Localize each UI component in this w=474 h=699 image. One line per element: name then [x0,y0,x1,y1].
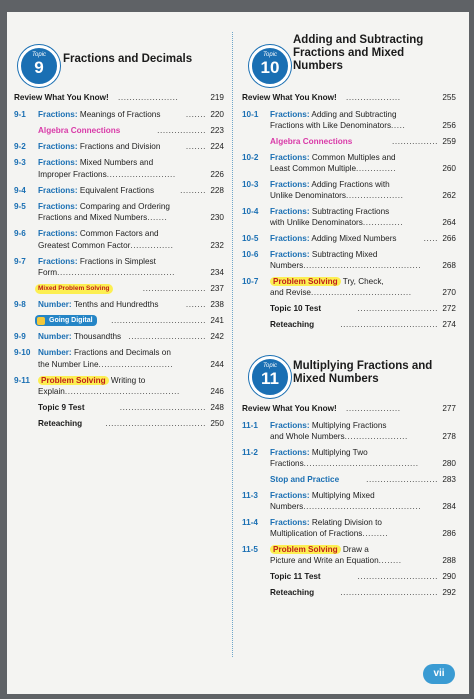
lesson-title: Thousandths [73,332,122,341]
toc-row[interactable] [242,517,456,540]
lesson-topic-keyword: Fractions: [38,201,78,211]
lesson-topic-keyword: Fractions: [38,229,78,238]
lesson-line [270,571,321,582]
lesson-line [38,299,158,310]
leader-dots: ..................... [118,93,179,102]
lesson-title-continued [270,458,419,469]
toc-row[interactable] [14,347,224,370]
page-number: 256 [442,121,456,131]
leader-dots: .............. [356,164,397,174]
lesson-title: Equivalent Fractions [79,185,155,195]
toc-row[interactable] [242,206,456,229]
lesson-line [270,319,314,330]
lesson-title-continued [38,169,176,180]
lesson-number: 9-3 [14,158,26,167]
page-number: 262 [442,191,456,201]
lesson-topic-keyword: Fractions: [270,207,310,217]
lesson-number: 9-6 [14,229,26,238]
lesson-line [270,152,396,163]
leader-dots: ....... [147,213,168,222]
lesson-title: Subtracting Fractions [311,207,390,217]
page-number: 292 [442,588,456,598]
toc-row[interactable] [242,276,456,299]
toc-row[interactable] [242,152,456,175]
page-number: 284 [442,502,456,512]
lesson-line [270,587,314,598]
page-number: 288 [442,556,456,566]
badge-label: Topic [262,52,278,58]
lesson-topic-keyword: Fractions: [270,180,310,189]
lesson-number: 11-2 [242,448,258,458]
leader-dots: .................................. [340,320,438,329]
lesson-title: Draw a [342,545,369,555]
lesson-topic-keyword: Fractions: [38,110,78,119]
toc-page [7,12,469,694]
lesson-title-continued [270,217,403,228]
lesson-title: Adding and Subtracting [311,110,397,119]
toc-row[interactable] [242,571,456,582]
page-number: 255 [442,93,456,102]
topic-9-badge [18,45,60,87]
lesson-topic-keyword: Fractions: [270,448,310,458]
page-number: 241 [210,316,224,325]
page-number: 280 [442,459,456,469]
page-number: 268 [442,261,456,271]
toc-row[interactable] [242,544,456,567]
lesson-title-continued [38,386,180,397]
leader-dots: ........................... [128,332,206,341]
mixed-problem-solving-badge: Mixed Problem Solving [35,284,113,294]
lesson-line [270,233,397,244]
lesson-title-line2: Fractions and Mixed Numbers [38,213,148,222]
lesson-line [38,185,154,196]
lesson-number: 9-9 [14,332,26,341]
lesson-title: Common Factors and [79,229,159,238]
page-number: 290 [442,572,456,582]
page-number-badge: vii [423,664,455,684]
leader-dots: .............................. [119,403,206,412]
section-label: Reteaching [270,588,315,598]
lesson-title: Meanings of Fractions [79,110,161,119]
problem-solving-label: Problem Solving [273,545,338,555]
leader-dots: ................... [346,93,401,102]
problem-solving-label: Problem Solving [41,375,106,385]
lesson-title-line2: Picture and Write an Equation [270,556,379,566]
toc-row[interactable] [14,256,224,279]
leader-dots: ...................... [344,432,408,442]
lesson-line [38,402,85,413]
leader-dots: ..... [423,234,438,244]
leader-dots: .................... [346,191,404,201]
leader-dots: ................... [346,404,401,413]
toc-row[interactable] [242,249,456,272]
toc-row[interactable] [14,185,224,197]
page-number: 232 [210,240,224,250]
toc-row[interactable] [242,474,456,485]
topic-11-badge [249,356,291,398]
lesson-topic-keyword: Fractions: [38,142,78,151]
lesson-title: Writing to [110,375,146,385]
title-line: Multiplying Fractions and [293,360,433,372]
leader-dots: ................................. [111,316,206,325]
toc-row[interactable] [14,283,224,295]
section-label: Reteaching [270,320,315,329]
lesson-title-continued [270,287,412,298]
lesson-title: Multiplying Fractions [311,421,387,430]
page-number: 278 [442,432,456,442]
leader-dots: ................ [392,137,438,147]
lesson-line [270,206,389,217]
leader-dots: ................................... [310,288,412,298]
lesson-number: 9-10 [14,348,31,357]
special-section-label: Algebra Connections [38,126,121,135]
lesson-title-continued [270,260,421,271]
lesson-number: 10-2 [242,152,259,162]
toc-row[interactable] [14,157,224,180]
lesson-title: Comparing and Ordering [79,201,170,211]
toc-row[interactable] [14,402,224,414]
toc-row[interactable] [242,136,456,147]
lesson-title-line2: Improper Fractions [38,169,107,179]
lesson-topic-keyword: Fractions: [38,256,78,266]
lesson-number: 9-2 [14,142,26,151]
lesson-title-line2: Greatest Common Factor [38,240,131,250]
lesson-topic-keyword: Fractions: [270,110,310,119]
section-label: Topic 11 Test [270,572,321,582]
lesson-title-continued [270,528,388,539]
leader-dots: ........ [378,556,402,566]
title-line: Fractions and Mixed [293,47,405,59]
lesson-title-line2: and Whole Numbers [270,432,345,442]
leader-dots: ....... [185,110,206,119]
topic-9-title: Fractions and Decimals [63,53,193,65]
lesson-title-line2: Fractions [270,459,304,469]
special-section-label: Stop and Practice [270,475,340,485]
lesson-line [38,347,171,358]
problem-solving-highlight [38,376,109,385]
lesson-line [38,157,153,168]
lesson-topic-keyword: Fractions: [270,491,310,500]
page-number: 274 [442,320,456,329]
page-number: 283 [442,475,456,485]
lesson-topic-keyword: Fractions: [270,234,310,244]
lesson-title-line2: the Number Line [38,359,99,369]
page-number: 248 [210,403,224,412]
lesson-number: 11-1 [242,421,258,430]
leader-dots: ......................................... [303,502,422,512]
toc-row[interactable] [242,303,456,314]
lesson-number: 10-3 [242,180,259,189]
lesson-title: Tenths and Hundredths [73,300,159,309]
lesson-line [270,474,339,485]
lesson-title-continued [270,163,396,174]
lesson-title-continued [270,120,405,131]
page-number: 246 [210,387,224,396]
leader-dots: ............... [130,240,174,250]
page-number: 230 [210,213,224,222]
page-number: 244 [210,359,224,369]
lesson-number: 9-7 [14,256,26,266]
lesson-title: Multiplying Mixed [311,491,375,500]
lesson-title-continued [38,359,173,370]
leader-dots: ..... [391,121,406,131]
topic-10-title [293,34,423,73]
special-section-label: Algebra Connections [270,137,353,147]
toc-row[interactable] [14,228,224,251]
lesson-title-continued [270,555,402,566]
toc-row[interactable] [14,375,224,398]
lesson-title-line2: with Unlike Denominators [270,218,363,228]
lesson-topic-keyword: Number: [38,300,72,309]
lesson-topic-keyword: Fractions: [38,158,78,167]
lesson-title-line2: Form [38,268,58,277]
toc-row[interactable] [242,447,456,470]
toc-row[interactable] [14,125,224,137]
toc-row[interactable] [14,141,224,153]
lesson-number: 10-4 [242,207,259,217]
badge-label: Topic [262,363,278,369]
leader-dots: ...................... [142,284,206,293]
leader-dots: ........................................ [64,387,180,396]
lesson-line [270,544,369,555]
toc-row[interactable] [14,331,224,343]
lesson-topic-keyword: Number: [38,332,72,341]
title-line: Adding and Subtracting [293,34,424,46]
leader-dots: ........................................ [303,459,419,469]
badge-label: Topic [31,52,47,58]
lesson-title: Fractions and Decimals on [73,348,171,357]
badge-number: 10 [260,58,280,77]
page-number: 266 [442,234,456,244]
lesson-line [270,303,321,314]
lesson-title: Mixed Numbers and [79,158,154,167]
lesson-number: 9-1 [14,110,26,119]
leader-dots: ........................ [106,169,176,179]
lesson-topic-keyword: Fractions: [270,250,310,259]
leader-dots: .......................... [98,359,174,369]
lesson-line [38,201,170,212]
page-number: 219 [210,93,224,102]
page-number: 234 [210,268,224,277]
page-number: 226 [210,169,224,179]
lesson-title-line2: Fractions with Like Denominators [270,121,392,131]
leader-dots: ......................................... [303,261,422,271]
lesson-line [270,517,382,528]
leader-dots: .................................. [340,588,438,598]
toc-row[interactable] [242,179,456,202]
going-digital-label: Going Digital [49,317,93,324]
lesson-title-continued [270,501,421,512]
problem-solving-highlight [270,545,341,554]
lesson-title: Relating Division to [311,518,382,528]
lesson-title-line2: Numbers [270,502,304,512]
lesson-topic-keyword: Fractions: [270,421,310,430]
toc-row[interactable] [14,109,224,121]
badge-number: 9 [34,58,44,77]
lesson-number: 9-4 [14,185,26,195]
lesson-number: 11-4 [242,518,258,528]
page-number: 220 [210,110,224,119]
lesson-title: Multiplying Two [311,448,368,458]
lesson-topic-keyword: Fractions: [270,518,310,528]
going-digital-badge [35,315,97,326]
leader-dots: ....... [185,300,206,309]
lesson-line [270,447,368,458]
going-digital-icon [37,317,45,325]
toc-row[interactable] [242,490,456,513]
leader-dots: ................. [157,126,206,135]
toc-row[interactable] [242,420,456,443]
leader-dots: .............. [362,218,404,228]
section-label: Reteaching [38,419,83,428]
leader-dots: ................................... [105,419,206,428]
lesson-line [270,179,390,190]
lesson-title-continued [270,431,408,442]
leader-dots: ............................ [357,572,438,582]
page-number: 250 [210,419,224,428]
page-number: 260 [442,164,456,174]
lesson-topic-keyword: Fractions: [38,185,78,195]
lesson-title: Adding Fractions with [311,180,390,189]
lesson-line [38,375,145,386]
lesson-number: 11-5 [242,545,258,555]
lesson-line [270,490,375,501]
toc-row[interactable] [242,319,456,330]
title-line: Mixed Numbers [293,373,379,385]
lesson-number: 11-3 [242,491,258,500]
lesson-line [270,109,397,120]
lesson-number: 10-7 [242,277,259,287]
lesson-title-continued [38,267,175,278]
page-number: 270 [442,288,456,298]
lesson-topic-keyword: Fractions: [270,152,310,162]
lesson-line [38,256,156,267]
toc-row[interactable] [14,201,224,224]
problem-solving-highlight [270,277,341,286]
lesson-number: 9-5 [14,201,26,211]
column-divider [232,32,233,657]
leader-dots: ......... [362,529,389,539]
lesson-line [38,331,121,342]
section-label: Topic 9 Test [38,403,85,412]
toc-row[interactable] [242,109,456,132]
lesson-number: 10-6 [242,250,259,259]
topic-10-badge [249,45,291,87]
title-line: Numbers [293,60,343,72]
page-number: 277 [442,404,456,413]
lesson-number: 10-1 [242,110,259,119]
lesson-number: 10-5 [242,234,259,244]
lesson-title: Subtracting Mixed [311,250,378,259]
lesson-title: Fractions and Division [79,142,161,151]
review-label: Review What You Know! [242,93,337,102]
problem-solving-label: Problem Solving [273,277,338,287]
lesson-line [38,141,160,152]
toc-row[interactable] [242,587,456,598]
lesson-title-line2: Numbers [270,261,304,271]
lesson-title-line2: and Revise [270,288,311,298]
lesson-title-continued [38,240,174,251]
toc-row[interactable] [242,233,456,244]
lesson-title-line2: Least Common Multiple [270,164,357,174]
lesson-line [270,249,377,260]
lesson-line [270,136,352,147]
page-number: 223 [210,126,224,135]
toc-row[interactable] [14,418,224,430]
lesson-line [38,418,82,429]
page-number: 238 [210,300,224,309]
review-label: Review What You Know! [14,93,109,102]
review-label: Review What You Know! [242,404,337,413]
topic-11-title [293,360,432,386]
leader-dots: ......................................... [57,268,175,277]
lesson-topic-keyword: Number: [38,348,72,357]
lesson-line [38,125,120,136]
lesson-number: 9-11 [14,375,30,385]
section-label: Topic 10 Test [270,304,322,314]
lesson-title-line2: Unlike Denominators [270,191,346,201]
lesson-line [270,420,387,431]
page-number: 224 [210,142,224,151]
lesson-title: Common Multiples and [311,152,396,162]
leader-dots: ......... [180,185,206,195]
lesson-line [270,276,384,287]
page-number: 242 [210,332,224,341]
lesson-title-line2: Explain [38,387,65,396]
lesson-line [38,109,160,120]
lesson-line [38,228,159,239]
lesson-title: Try, Check, [342,277,384,287]
lesson-title: Fractions in Simplest [79,256,156,266]
lesson-title-continued [270,190,404,201]
badge-number: 11 [261,369,279,388]
lesson-title-line2: Multiplication of Fractions [270,529,363,539]
page-number: 237 [210,284,224,293]
page-number: 286 [442,529,456,539]
lesson-title: Adding Mixed Numbers [311,234,397,244]
leader-dots: ....... [185,142,206,151]
toc-row[interactable] [14,315,224,327]
page-number: 259 [442,137,456,147]
leader-dots: ............................ [357,304,438,314]
lesson-title-continued [38,212,167,223]
page-number: 272 [442,304,456,314]
page-number: 264 [442,218,456,228]
page-number: 228 [210,185,224,195]
toc-row[interactable] [14,299,224,311]
leader-dots: ......................... [366,475,438,485]
lesson-number: 9-8 [14,300,26,309]
